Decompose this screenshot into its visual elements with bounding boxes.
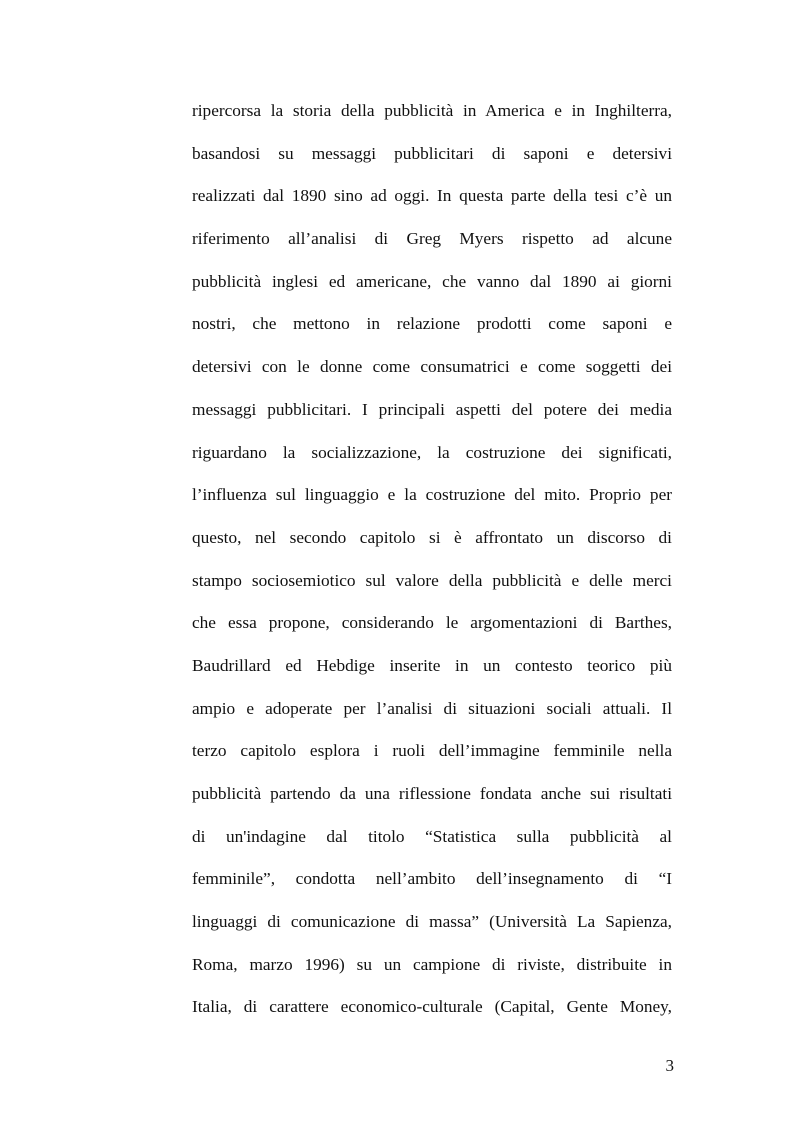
text-line: che essa propone, considerando le argomentazioni di Barthes, — [192, 613, 672, 633]
text-line: ripercorsa la storia della pubblicità in America e in Inghilterra, — [192, 101, 672, 120]
text-line: femminile”, condotta nell’ambito dell’insegnamento di “I — [192, 869, 672, 889]
text-line: stampo sociosemiotico sul valore della pubblicità e delle merci — [192, 570, 672, 590]
body-paragraph — [192, 90, 672, 1029]
text-line: linguaggi di comunicazione di massa” (Università La Sapienza, — [192, 912, 672, 932]
text-line: Baudrillard ed Hebdige inserite in un contesto teorico più — [192, 655, 672, 675]
text-line: Roma, marzo 1996) su un campione di riviste, distribuite in — [192, 954, 672, 974]
text-line: pubblicità partendo da una riflessione fondata anche sui risultati — [192, 784, 672, 803]
text-line: basandosi su messaggi pubblicitari di saponi e detersivi — [192, 143, 672, 163]
text-line: riguardano la socializzazione, la costruzione dei significati, — [192, 442, 672, 462]
text-line: realizzati dal 1890 sino ad oggi. In questa parte della tesi c’è un — [192, 186, 672, 206]
text-line: ampio e adoperate per l’analisi di situazioni sociali attuali. Il — [192, 698, 672, 718]
text-line: riferimento all’analisi di Greg Myers rispetto ad alcune — [192, 229, 672, 249]
page-number: 3 — [665, 1056, 674, 1075]
text-line: terzo capitolo esplora i ruoli dell’immagine femminile nella — [192, 741, 672, 761]
text-line: l’influenza sul linguaggio e la costruzione del mito. Proprio per — [192, 485, 672, 505]
text-line: detersivi con le donne come consumatrici e come soggetti dei — [192, 357, 672, 377]
text-line: messaggi pubblicitari. I principali aspetti del potere dei media — [192, 399, 672, 419]
text-line: questo, nel secondo capitolo si è affrontato un discorso di — [192, 527, 672, 547]
text-line: di un'indagine dal titolo “Statistica sulla pubblicità al — [192, 826, 672, 846]
text-line: pubblicità inglesi ed americane, che vanno dal 1890 ai giorni — [192, 271, 672, 291]
text-line: nostri, che mettono in relazione prodotti come saponi e — [192, 314, 672, 334]
text-line: Italia, di carattere economico-culturale (Capital, Gente Money, — [192, 997, 672, 1017]
